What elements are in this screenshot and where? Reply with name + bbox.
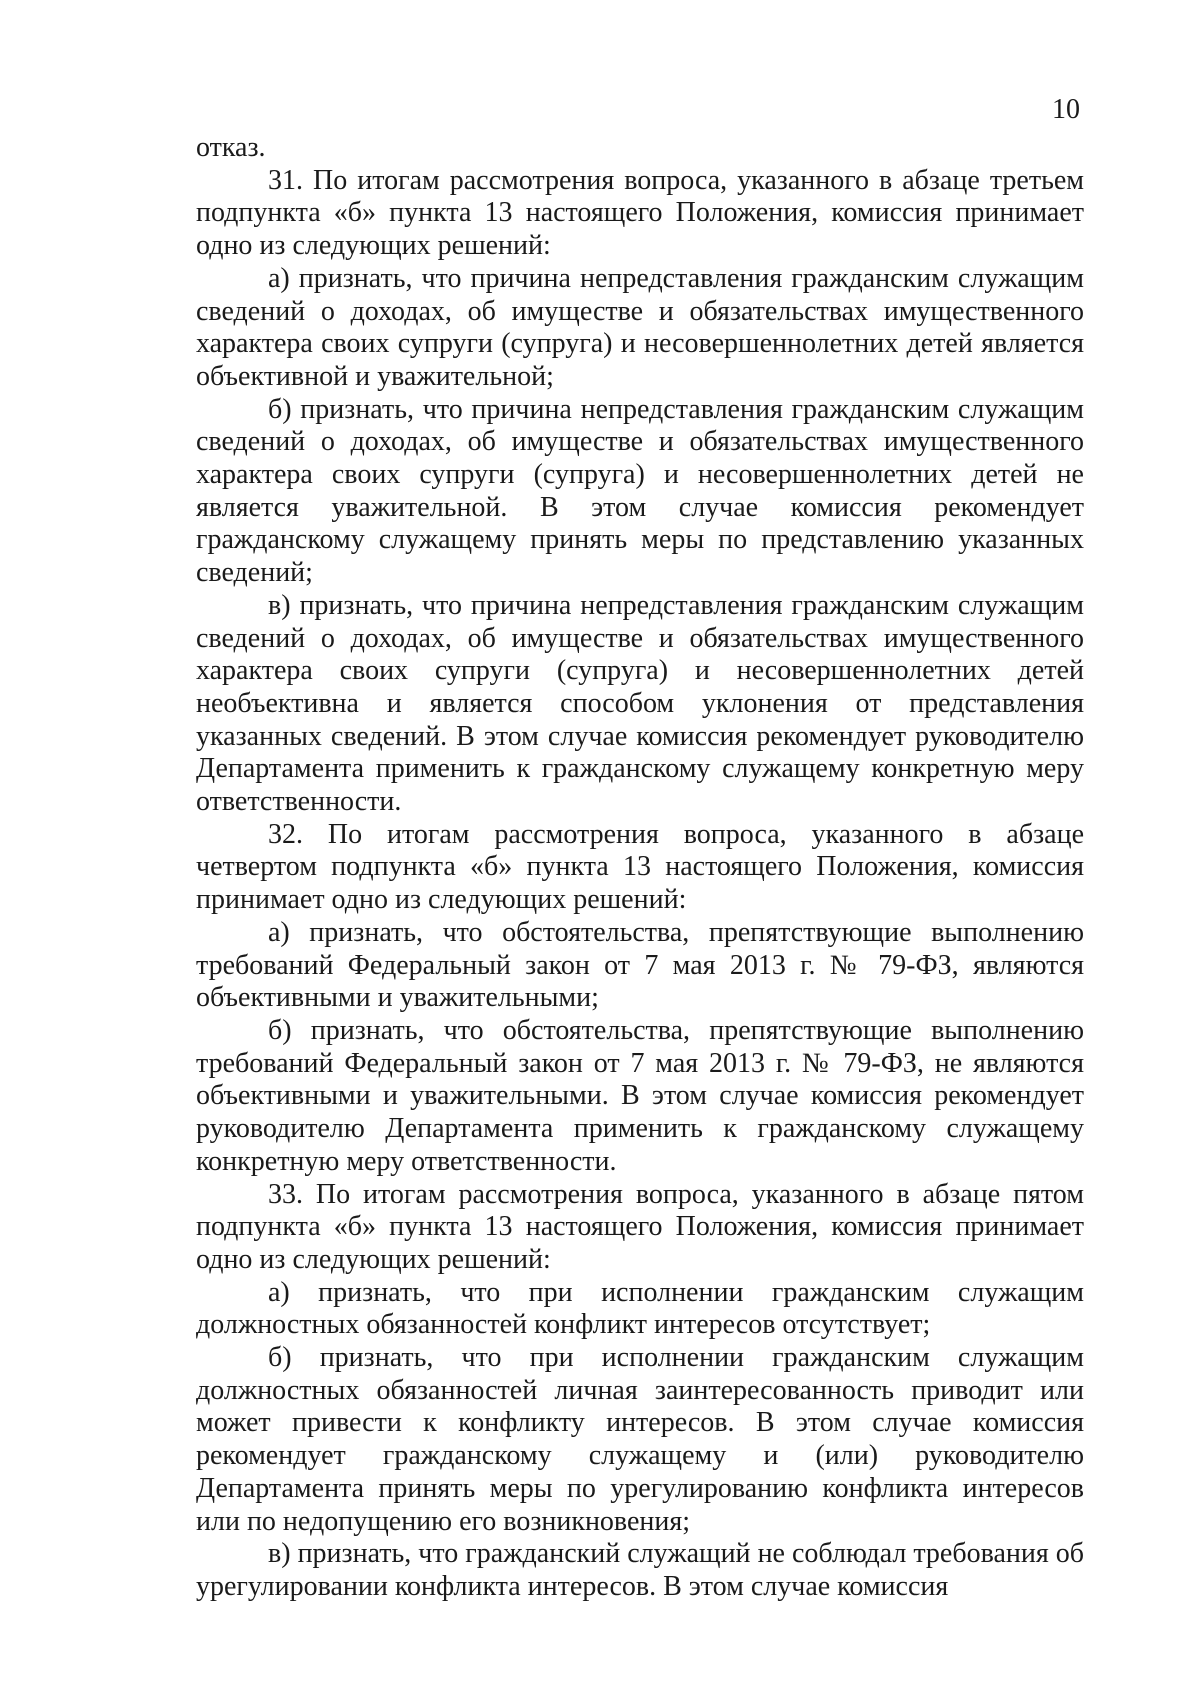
document-body: [196, 132, 1084, 1604]
paragraph-item-32: 32. По итогам рассмотрения вопроса, указанного в абзаце четвертом подпункта «б» пункта 13 настоящего Положения, комиссия принимает одно из следующих решений:: [196, 818, 1084, 916]
paragraph-33-a: а) признать, что при исполнении гражданским служащим должностных обязанностей конфликт интересов отсутствует;: [196, 1276, 1084, 1341]
paragraph-32-b: б) признать, что обстоятельства, препятствующие выполнению требований Федеральный закон от 7 мая 2013 г. № 79-ФЗ, не являются объективными и уважительными. В этом случае комиссия рекомендует руководителю Департамента применить к гражданскому служащему конкретную меру ответственности.: [196, 1014, 1084, 1177]
paragraph-33-v: в) признать, что гражданский служащий не соблюдал требования об урегулировании конфликта интересов. В этом случае комиссия: [196, 1538, 1084, 1602]
paragraph-item-31: 31. По итогам рассмотрения вопроса, указанного в абзаце третьем подпункта «б» пункта 13 настоящего Положения, комиссия принимает одно из следующих решений:: [196, 164, 1084, 262]
paragraph-33-b: б) признать, что при исполнении гражданским служащим должностных обязанностей личная заинтересованность приводит или может привести к конфликту интересов. В этом случае комиссия рекомендует гражданскому служащему и (или) руководителю Департамента принять меры по урегулированию конфликта интересов или по недопущению его возникновения;: [196, 1342, 1084, 1537]
paragraph-31-v: в) признать, что причина непредставления гражданским служащим сведений о доходах, об имуществе и обязательствах имущественного характера своих супруги (супруга) и несовершеннолетних детей необъективна и является способом уклонения от представления указанных сведений. В этом случае комиссия рекомендует руководителю Департамента применить к гражданскому служащему конкретную меру ответственности.: [196, 589, 1084, 818]
page-number: 10: [1052, 94, 1080, 125]
paragraph-31-b: б) признать, что причина непредставления гражданским служащим сведений о доходах, об имуществе и обязательствах имущественного характера своих супруги (супруга) и несовершеннолетних детей не является уважительной. В этом случае комиссия рекомендует гражданскому служащему принять меры по представлению указанных сведений;: [196, 393, 1084, 589]
paragraph-continuation: отказ.: [196, 132, 266, 163]
paragraph-32-a: а) признать, что обстоятельства, препятствующие выполнению требований Федеральный закон от 7 мая 2013 г. № 79-ФЗ, являются объективными и уважительными;: [196, 916, 1084, 1014]
paragraph-31-a: а) признать, что причина непредставления гражданским служащим сведений о доходах, об имуществе и обязательствах имущественного характера своих супруги (супруга) и несовершеннолетних детей является объективной и уважительной;: [196, 262, 1084, 392]
paragraph-item-33: 33. По итогам рассмотрения вопроса, указанного в абзаце пятом подпункта «б» пункта 13 настоящего Положения, комиссия принимает одно из следующих решений:: [196, 1178, 1084, 1275]
